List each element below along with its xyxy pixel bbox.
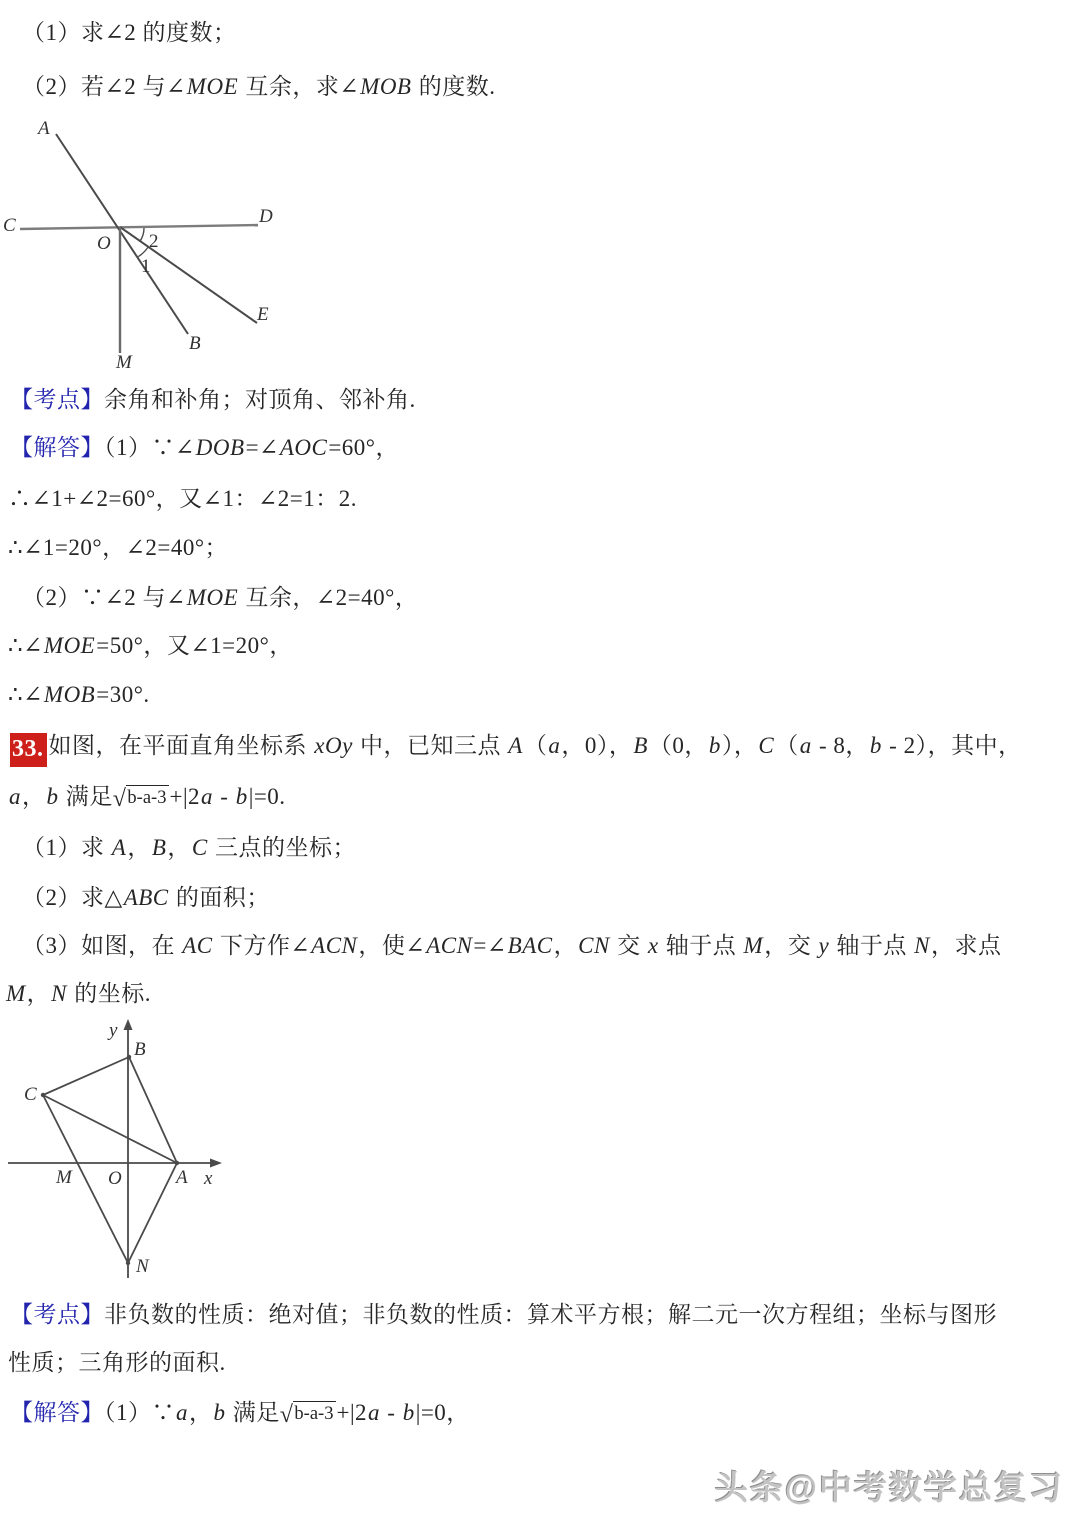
problem-33-line [10,729,1022,767]
problem-33-q3-line: （3）如图，在 AC 下方作∠ACN，使∠ACN=∠BAC，CN 交 x 轴于点 M，交 y 轴于点 N，求点 [22,933,1002,958]
segment-BA [129,1057,177,1163]
coordinate-diagram-figure [0,1015,245,1293]
fig1-label-A: A [38,118,50,139]
solution-2c-line: ∴∠MOB=30°. [8,682,150,707]
point-B [127,1055,131,1059]
question-2-line: （2）若∠2 与∠MOE 互余，求∠MOB 的度数. [22,74,496,99]
kaodian-2-line: 【考点】非负数的性质：绝对值；非负数的性质：算术平方根；解二元一次方程组；坐标与图形 [10,1302,997,1327]
fig1-label-E: E [257,304,269,325]
fig1-label-D: D [259,206,273,227]
fig1-label-M: M [116,352,132,373]
fig1-label-B: B [189,333,201,354]
line-CD [20,225,258,229]
question-1-line: （1）求∠2 的度数； [22,20,237,45]
line-AB [56,134,188,334]
problem-33-cont-line: a，b 满足√b-a-3 +|2a - b|=0. [9,784,286,812]
fig2-label-x: x [204,1168,213,1189]
solution-2b-line: ∴∠MOE=50°，又∠1=20°， [8,633,293,658]
problem-33-q1-line: （1）求 A，B，C 三点的坐标； [22,835,356,860]
fig1-label-angle1: 1 [141,256,151,277]
fig2-label-N: N [136,1256,149,1277]
fig2-label-B: B [134,1039,146,1060]
angle-diagram-lines [20,134,258,353]
fig2-label-C: C [24,1084,37,1105]
problem-33-q3-cont-line: M，N 的坐标. [6,981,152,1006]
point-A [175,1161,179,1165]
point-N [126,1261,130,1265]
fig2-label-O: O [108,1168,122,1189]
fig1-label-O: O [97,233,111,254]
jieda-2-line: 【解答】（1）∵a，b 满足√b-a-3 +|2a - b|=0， [10,1400,470,1428]
kaodian-2-cont-line: 性质；三角形的面积. [8,1350,226,1375]
angle-diagram-figure [0,108,300,380]
angle-2-arc [140,228,144,242]
fig2-label-y: y [109,1020,118,1041]
y-axis-arrow [124,1019,133,1030]
segment-CA [43,1095,177,1163]
x-axis-arrow [210,1159,222,1168]
kaodian-1-line: 【考点】余角和补角；对顶角、邻补角. [10,387,416,412]
fig2-label-A: A [176,1167,188,1188]
watermark-text: 头条@中考数学总复习 [714,1469,1064,1506]
segment-AN [128,1163,177,1263]
problem-number-badge: 33. [10,733,47,767]
fig1-label-angle2: 2 [149,231,159,252]
jieda-1-line: 【解答】（1）∵∠DOB=∠AOC=60°， [10,435,399,460]
segment-CB [43,1057,129,1095]
fig1-label-C: C [3,215,16,236]
problem-33-text: 如图，在平面直角坐标系 xOy 中，已知三点 A（a，0），B（0，b），C（a - 8，b - 2），其中， [48,733,1022,758]
fig2-label-M: M [56,1167,72,1188]
problem-33-q2-line: （2）求△ABC 的面积； [22,885,270,910]
solution-2a-line: （2）∵∠2 与∠MOE 互余，∠2=40°， [22,585,419,610]
point-C [41,1093,45,1097]
solution-1a-line: ∴∠1+∠2=60°，又∠1：∠2=1：2. [8,486,357,511]
solution-1b-line: ∴∠1=20°，∠2=40°； [8,535,229,560]
